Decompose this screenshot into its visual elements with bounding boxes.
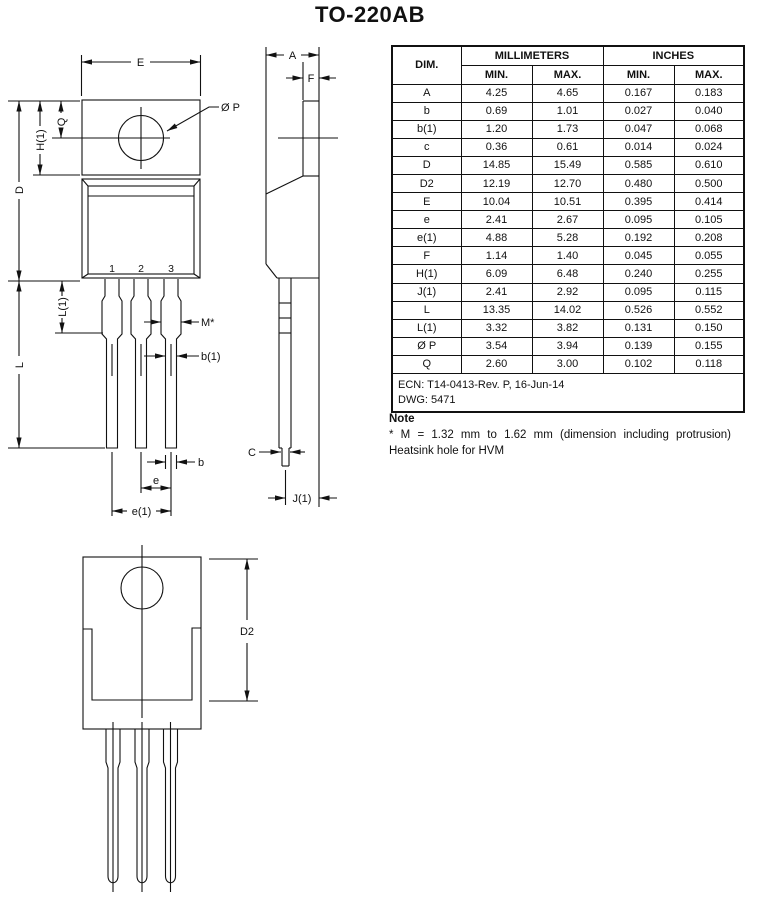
- dim-label-L1: L(1): [57, 297, 69, 317]
- dim-label-L: L: [14, 361, 26, 369]
- table-row: [392, 283, 744, 301]
- value-cell: 0.414: [674, 193, 744, 211]
- value-cell: 0.102: [603, 355, 674, 373]
- value-cell: 0.105: [674, 211, 744, 229]
- value-cell: 0.139: [603, 337, 674, 355]
- table-row: [392, 355, 744, 373]
- value-cell: 2.41: [461, 211, 532, 229]
- dim-cell: E: [392, 193, 461, 211]
- value-cell: 10.04: [461, 193, 532, 211]
- table-row: [392, 301, 744, 319]
- value-cell: 3.00: [532, 355, 603, 373]
- bottom-view-drawing: [83, 545, 258, 892]
- value-cell: 0.61: [532, 138, 603, 156]
- dim-cell: b: [392, 102, 461, 120]
- dim-e: [141, 475, 171, 488]
- value-cell: 0.055: [674, 247, 744, 265]
- value-cell: 0.167: [603, 84, 674, 102]
- value-cell: 3.82: [532, 319, 603, 337]
- dim-label-P: Ø P: [221, 102, 240, 114]
- side-lead: [279, 278, 291, 505]
- dim-label-C: C: [248, 447, 256, 459]
- value-cell: 0.131: [603, 319, 674, 337]
- front-leads: [102, 279, 181, 516]
- value-cell: 0.024: [674, 138, 744, 156]
- value-cell: 2.60: [461, 355, 532, 373]
- value-cell: 3.32: [461, 319, 532, 337]
- dim-cell: D: [392, 156, 461, 174]
- value-cell: 0.155: [674, 337, 744, 355]
- dim-cell: Q: [392, 355, 461, 373]
- pin-3-label: 3: [168, 263, 174, 275]
- value-cell: 0.192: [603, 229, 674, 247]
- dim-label-b1: b(1): [201, 351, 221, 363]
- value-cell: 0.395: [603, 193, 674, 211]
- dim-label-b: b: [198, 457, 205, 469]
- value-cell: 0.36: [461, 138, 532, 156]
- side-profile: [266, 101, 338, 278]
- table-row: [392, 319, 744, 337]
- dim-cell: F: [392, 247, 461, 265]
- dim-cell: H(1): [392, 265, 461, 283]
- dim-table-body: [392, 84, 744, 374]
- dim-M: [144, 317, 215, 329]
- value-cell: 0.500: [674, 174, 744, 192]
- value-cell: 2.41: [461, 283, 532, 301]
- value-cell: 0.045: [603, 247, 674, 265]
- dim-cell: e(1): [392, 229, 461, 247]
- value-cell: 12.70: [532, 174, 603, 192]
- table-row: [392, 211, 744, 229]
- value-cell: 14.85: [461, 156, 532, 174]
- value-cell: 3.94: [532, 337, 603, 355]
- dim-cell: e: [392, 211, 461, 229]
- dim-label-Q: Q: [56, 117, 68, 127]
- value-cell: 2.92: [532, 283, 603, 301]
- value-cell: 4.65: [532, 84, 603, 102]
- value-cell: 12.19: [461, 174, 532, 192]
- col-header-in-min: MIN.: [603, 65, 674, 84]
- value-cell: 10.51: [532, 193, 603, 211]
- value-cell: 3.54: [461, 337, 532, 355]
- value-cell: 1.01: [532, 102, 603, 120]
- value-cell: 0.115: [674, 283, 744, 301]
- value-cell: 0.610: [674, 156, 744, 174]
- note-line-1: * M = 1.32 mm to 1.62 mm (dimension including protrusion): [389, 429, 732, 441]
- value-cell: 0.69: [461, 102, 532, 120]
- value-cell: 1.14: [461, 247, 532, 265]
- dim-cell: Ø P: [392, 337, 461, 355]
- col-header-mm-min: MIN.: [461, 65, 532, 84]
- dim-label-e1: e(1): [131, 506, 152, 518]
- table-row: [392, 84, 744, 102]
- dim-J1: [268, 493, 337, 505]
- value-cell: 0.183: [674, 84, 744, 102]
- rear-leads: [106, 722, 178, 892]
- table-row: [392, 229, 744, 247]
- dim-A: [266, 50, 319, 62]
- value-cell: 0.095: [603, 211, 674, 229]
- value-cell: 1.20: [461, 120, 532, 138]
- col-header-dim: DIM.: [392, 46, 461, 84]
- table-row: [392, 265, 744, 283]
- table-row: [392, 337, 744, 355]
- value-cell: 0.526: [603, 301, 674, 319]
- value-cell: 1.73: [532, 120, 603, 138]
- page-title: TO-220AB: [315, 2, 425, 27]
- dim-F: [286, 73, 336, 85]
- value-cell: 0.208: [674, 229, 744, 247]
- dim-Q: [56, 101, 68, 138]
- value-cell: 0.552: [674, 301, 744, 319]
- value-cell: 0.047: [603, 120, 674, 138]
- dim-b: [147, 457, 204, 469]
- dim-cell: L(1): [392, 319, 461, 337]
- dim-D2: [209, 559, 258, 701]
- dim-label-A: A: [288, 50, 297, 62]
- dim-cell: D2: [392, 174, 461, 192]
- dim-P: [167, 102, 240, 131]
- dimensions-table: [391, 45, 745, 413]
- front-view-drawing: [8, 55, 240, 518]
- table-row: [392, 193, 744, 211]
- dim-b1: [144, 351, 221, 363]
- dim-L1: [57, 281, 69, 333]
- dim-label-D: D: [14, 186, 26, 194]
- dim-label-e: e: [152, 475, 160, 487]
- value-cell: 0.585: [603, 156, 674, 174]
- side-view-drawing: [248, 47, 338, 507]
- dim-cell: L: [392, 301, 461, 319]
- dim-label-M: M*: [201, 317, 215, 329]
- note-block: [389, 411, 761, 459]
- value-cell: 0.118: [674, 355, 744, 373]
- dim-label-F: F: [307, 73, 315, 85]
- pin-1-label: 1: [109, 263, 115, 275]
- dim-L: [14, 281, 26, 448]
- value-cell: 0.027: [603, 102, 674, 120]
- group-header-inches: INCHES: [603, 46, 744, 65]
- dim-D: [14, 101, 26, 281]
- table-row: [392, 156, 744, 174]
- dim-cell: J(1): [392, 283, 461, 301]
- dim-e1: [112, 506, 171, 518]
- value-cell: 0.255: [674, 265, 744, 283]
- dim-label-J1: J(1): [292, 493, 312, 505]
- value-cell: 4.88: [461, 229, 532, 247]
- group-header-millimeters: MILLIMETERS: [461, 46, 603, 65]
- value-cell: 0.480: [603, 174, 674, 192]
- table-row: [392, 247, 744, 265]
- dim-cell: b(1): [392, 120, 461, 138]
- value-cell: 6.09: [461, 265, 532, 283]
- note-line-2: Heatsink hole for HVM: [389, 445, 505, 457]
- dim-label-D2: D2: [239, 626, 255, 638]
- value-cell: 0.014: [603, 138, 674, 156]
- dim-C: [248, 447, 305, 459]
- value-cell: 14.02: [532, 301, 603, 319]
- dwg-text: DWG: 5471: [398, 393, 456, 406]
- value-cell: 0.240: [603, 265, 674, 283]
- value-cell: 4.25: [461, 84, 532, 102]
- value-cell: 2.67: [532, 211, 603, 229]
- value-cell: 0.150: [674, 319, 744, 337]
- dim-cell: A: [392, 84, 461, 102]
- revision-row: [392, 374, 744, 413]
- value-cell: 0.095: [603, 283, 674, 301]
- value-cell: 0.068: [674, 120, 744, 138]
- table-row: [392, 174, 744, 192]
- dim-label-E: E: [136, 57, 145, 69]
- table-row: [392, 120, 744, 138]
- col-header-mm-max: MAX.: [532, 65, 603, 84]
- dim-cell: c: [392, 138, 461, 156]
- dim-E: [82, 55, 201, 96]
- value-cell: 1.40: [532, 247, 603, 265]
- pin-2-label: 2: [138, 263, 144, 275]
- value-cell: 6.48: [532, 265, 603, 283]
- value-cell: 5.28: [532, 229, 603, 247]
- value-cell: 13.35: [461, 301, 532, 319]
- table-row: [392, 138, 744, 156]
- col-header-in-max: MAX.: [674, 65, 744, 84]
- value-cell: 0.040: [674, 102, 744, 120]
- note-heading: Note: [389, 413, 415, 425]
- ecn-text: ECN: T14-0413-Rev. P, 16-Jun-14: [398, 378, 565, 391]
- dim-H1: [35, 101, 47, 175]
- value-cell: 15.49: [532, 156, 603, 174]
- table-row: [392, 102, 744, 120]
- dim-label-H1: H(1): [35, 129, 47, 151]
